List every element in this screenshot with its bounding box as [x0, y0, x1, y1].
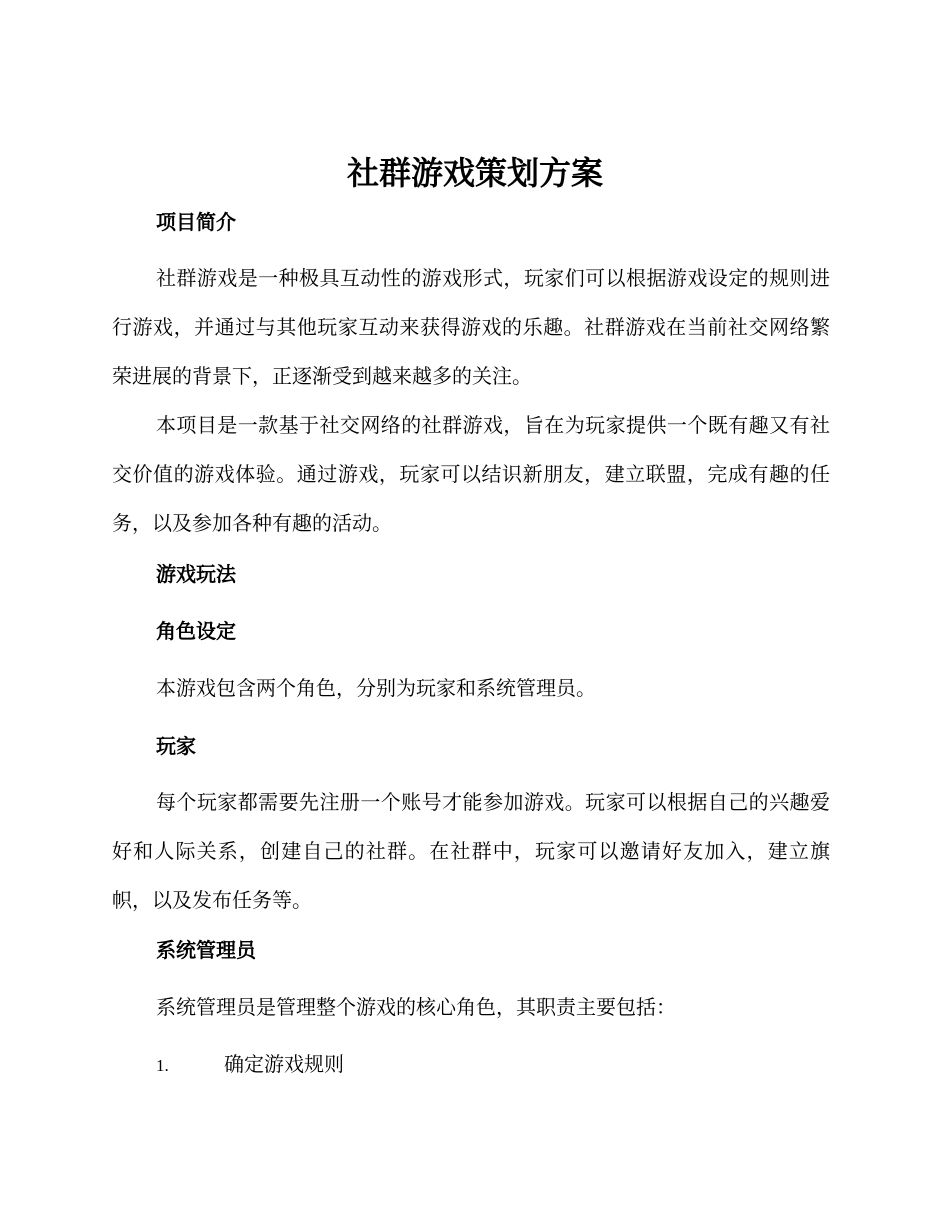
- document-title: 社群游戏策划方案: [346, 154, 603, 192]
- paragraph-player: 每个玩家都需要先注册一个账号才能参加游戏。玩家可以根据自己的兴趣爱好和人际关系，创建自己的社群。在社群中，玩家可以邀请好友加入，建立旗帜，以及发布任务等。: [112, 790, 830, 912]
- list-item-text: 确定游戏规则: [224, 1052, 344, 1076]
- heading-player: 玩家: [156, 734, 196, 758]
- paragraph-intro-2: 本项目是一款基于社交网络的社群游戏，旨在为玩家提供一个既有趣又有社交价值的游戏体验。通过游戏，玩家可以结识新朋友，建立联盟，完成有趣的任务，以及参加各种有趣的活动。: [112, 413, 830, 535]
- heading-system-admin: 系统管理员: [156, 938, 256, 962]
- list-item: [156, 1050, 344, 1080]
- heading-role-settings: 角色设定: [156, 619, 236, 643]
- heading-gameplay: 游戏玩法: [156, 562, 236, 586]
- list-item-number: 1.: [156, 1056, 169, 1075]
- paragraph-admin: 系统管理员是管理整个游戏的核心角色，其职责主要包括：: [156, 995, 676, 1019]
- heading-project-intro: 项目简介: [156, 210, 236, 234]
- paragraph-intro-1: 社群游戏是一种极具互动性的游戏形式，玩家们可以根据游戏设定的规则进行游戏，并通过与其他玩家互动来获得游戏的乐趣。社群游戏在当前社交网络繁荣进展的背景下，正逐渐受到越来越多的关注。: [112, 266, 830, 388]
- paragraph-roles: 本游戏包含两个角色，分别为玩家和系统管理员。: [156, 676, 596, 700]
